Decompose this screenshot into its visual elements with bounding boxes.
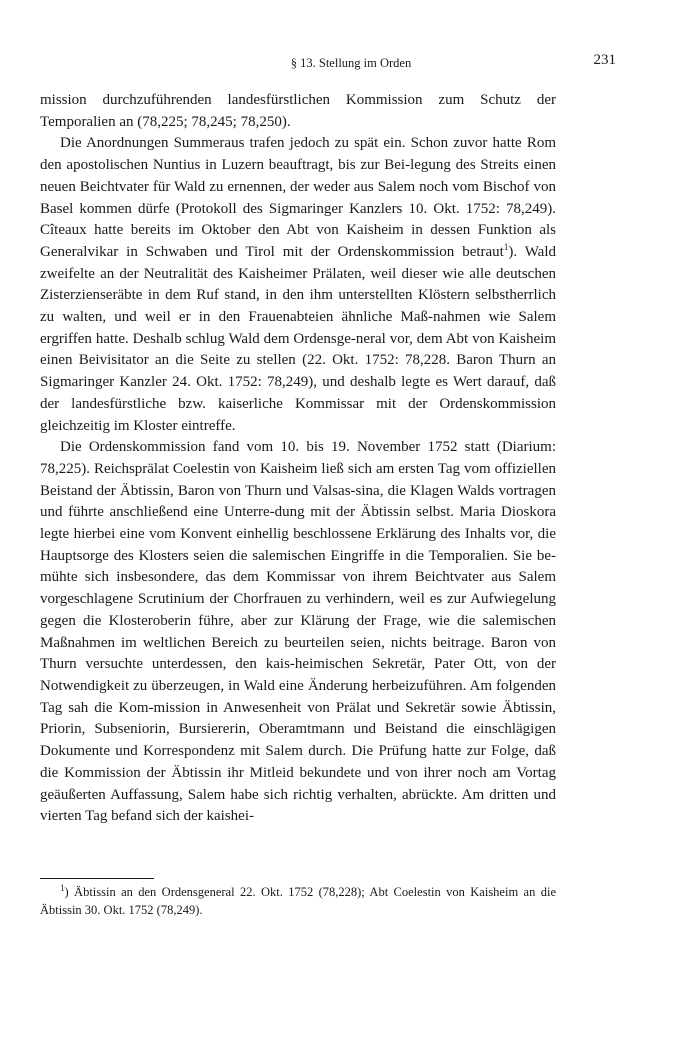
- running-head: § 13. Stellung im Orden: [290, 56, 412, 70]
- page-number: 231: [593, 52, 616, 68]
- paragraph-1: mission durchzuführenden landesfürstlichen Kommission zum Schutz der Temporalien an (78,225; 78,245; 78,250).: [40, 92, 556, 130]
- footnote-reference[interactable]: 1: [503, 241, 509, 252]
- paragraph-2-part-2: ). Wald zweifelte an der Neutralität des Kaisheimer Prälaten, weil dieser wie alle deutschen Zisterzienseräbte in dem Ruf stand, in den ihm unterstellten Klöstern selbstherrlich zu walten, und weil er in den Frauenabteien ähnliche Maß-nahmen wie Salem ergriffen hatte. Deshalb schlug Wald dem Ordensge-neral vor, dem Abt von Kaisheim einen Beivisitator an die Seite zu stellen (22. Okt. 1752: 78,228. Baron Thurn an Sigmaringer Kanzler 24. Okt. 1752: 78,249), und deshalb legte es Wert darauf, daß der landesfürstliche bzw. kaiserliche Kommissar mit der Ordenskommission gleichzeitig im Kloster eintreffe.: [40, 243, 556, 434]
- page-header: [86, 52, 616, 74]
- footnote-1: [40, 884, 556, 919]
- body-text: [40, 90, 556, 828]
- paragraph-3: Die Ordenskommission fand vom 10. bis 19. November 1752 statt (Diarium: 78,225). Reichsprälat Coelestin von Kaisheim ließ sich am ersten Tag vom offiziellen Beistand der Äbtissin, Baron von Thurn und Valsas-sina, die Klagen Walds vortragen und führte anschließend eine Unterre-dung mit der Äbtissin selbst. Maria Dioskora legte hierbei eine vom Konvent einhellig beschlossene Erklärung des Inhalts vor, die Hauptsorge des Klosters seien die salemischen Eingriffe in die Temporalien. Sie be-mühte sich insbesondere, das dem Kommissar von ihrem Beichtvater aus Salem vorgeschlagene Scrutinium der Chorfrauen zu verhindern, weil es zur Aufwiegelung gegen die Klosteroberin führe, aber zur Klärung der Frage, wie die salemischen Maßnahmen im weltlichen Bereich zu beurteilen seien, nichts beitrage. Baron von Thurn versuchte unterdessen, den kais-heimischen Sekretär, Pater Ott, von der Notwendigkeit zu überzeugen, in Wald eine Änderung herbeizuführen. Am folgenden Tag sah die Kom-mission in Anwesenheit von Prälat und Sekretär sowie Äbtissin, Priorin, Subseniorin, Bursiererin, Oberamtmann und Beistand die einschlägigen Dokumente und Korrespondenz mit Salem durch. Die Prüfung hatte zur Folge, daß die Kommission der Äbtissin ihr Mitleid bekundete und von ihrer noch am Vortag geäußerten Auffassung, Salem habe sich richtig verhalten, abrückte. Am dritten und vierten Tag befand sich der kaishei-: [40, 439, 556, 825]
- paragraph-2-part-1: Die Anordnungen Summeraus trafen jedoch zu spät ein. Schon zuvor hatte Rom den apostolischen Nuntius in Luzern beauftragt, bis zur Bei-legung des Streits einen neuen Beichtvater für Wald zu ernennen, der weder aus Salem noch vom Bischof von Basel kommen dürfe (Protokoll des Sigmaringer Kanzlers 10. Okt. 1752: 78,249). Cîteaux hatte bereits im Oktober den Abt von Kaisheim in dessen Funktion als Generalvikar in Schwaben und Tirol mit der Ordenskommission betraut: [40, 135, 556, 260]
- paragraph-2: [40, 133, 556, 437]
- footnote-text: ) Äbtissin an den Ordensgeneral 22. Okt. 1752 (78,228); Abt Coelestin von Kaisheim an die Äbtissin 30. Okt. 1752 (78,249).: [40, 885, 556, 917]
- footnote-divider: [40, 878, 154, 879]
- footnote-marker: 1: [60, 882, 65, 893]
- footnote: [40, 884, 556, 919]
